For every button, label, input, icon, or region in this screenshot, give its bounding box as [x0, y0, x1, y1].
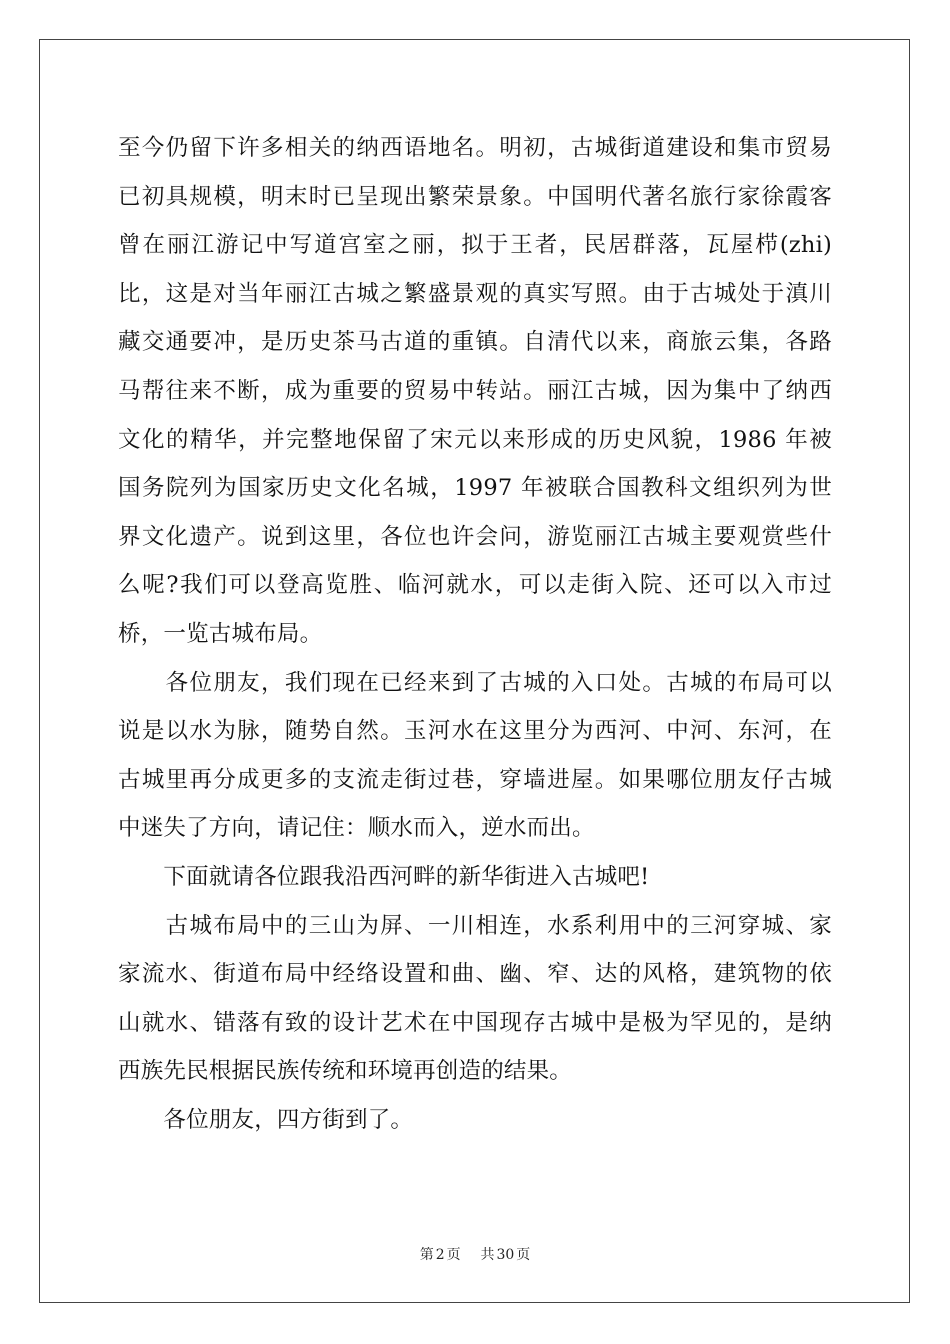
text-line: 界文化遗产。说到这里，各位也许会问，游览丽江古城主要观赏些什	[118, 523, 832, 550]
text-line: 国务院列为国家历史文化名城，1997 年被联合国教科文组织列为世	[118, 475, 832, 502]
text-line: 古城布局中的三山为屏、一川相连，水系利用中的三河穿城、家	[118, 912, 832, 939]
text-line: 家流水、街道布局中经络设置和曲、幽、窄、达的风格，建筑物的依	[118, 961, 832, 988]
text-line: 么呢?我们可以登高览胜、临河就水，可以走街入院、还可以入市过	[118, 572, 832, 599]
text-line: 各位朋友，我们现在已经来到了古城的入口处。古城的布局可以	[118, 669, 832, 696]
text-line: 西族先民根据民族传统和环境再创造的结果。	[118, 1058, 573, 1085]
page-footer	[0, 1244, 950, 1264]
text-line: 下面就请各位跟我沿西河畔的新华街进入古城吧!	[118, 863, 650, 890]
footer-total-prefix: 共	[480, 1247, 495, 1263]
footer-total-suffix: 页	[516, 1247, 531, 1263]
text-line: 古城里再分成更多的支流走街过巷，穿墙进屋。如果哪位朋友仔古城	[118, 766, 832, 793]
text-line: 曾在丽江游记中写道宫室之丽，拟于王者，民居群落，瓦屋栉(zhi)	[118, 232, 832, 259]
text-line: 藏交通要冲，是历史茶马古道的重镇。自清代以来，商旅云集，各路	[118, 329, 832, 356]
text-line: 已初具规模，明末时已呈现出繁荣景象。中国明代著名旅行家徐霞客	[118, 183, 832, 210]
text-line: 桥，一览古城布局。	[118, 620, 323, 647]
text-line: 说是以水为脉，随势自然。玉河水在这里分为西河、中河、东河，在	[118, 718, 832, 745]
footer-total-pages: 30	[496, 1247, 515, 1263]
text-line: 文化的精华，并完整地保留了宋元以来形成的历史风貌，1986 年被	[118, 426, 832, 453]
text-line: 比，这是对当年丽江古城之繁盛景观的真实写照。由于古城处于滇川	[118, 280, 832, 307]
text-line: 至今仍留下许多相关的纳西语地名。明初，古城街道建设和集市贸易	[118, 135, 832, 161]
footer-page-number: 2	[435, 1247, 445, 1263]
text-line: 马帮往来不断，成为重要的贸易中转站。丽江古城，因为集中了纳西	[118, 377, 832, 404]
body-text	[118, 124, 832, 1144]
footer-page-suffix: 页	[446, 1247, 461, 1263]
footer-prefix: 第	[419, 1247, 434, 1263]
text-line: 山就水、错落有致的设计艺术在中国现存古城中是极为罕见的，是纳	[118, 1009, 832, 1036]
text-line: 各位朋友，四方街到了。	[118, 1106, 414, 1133]
text-line: 中迷失了方向，请记住：顺水而入，逆水而出。	[118, 815, 595, 842]
